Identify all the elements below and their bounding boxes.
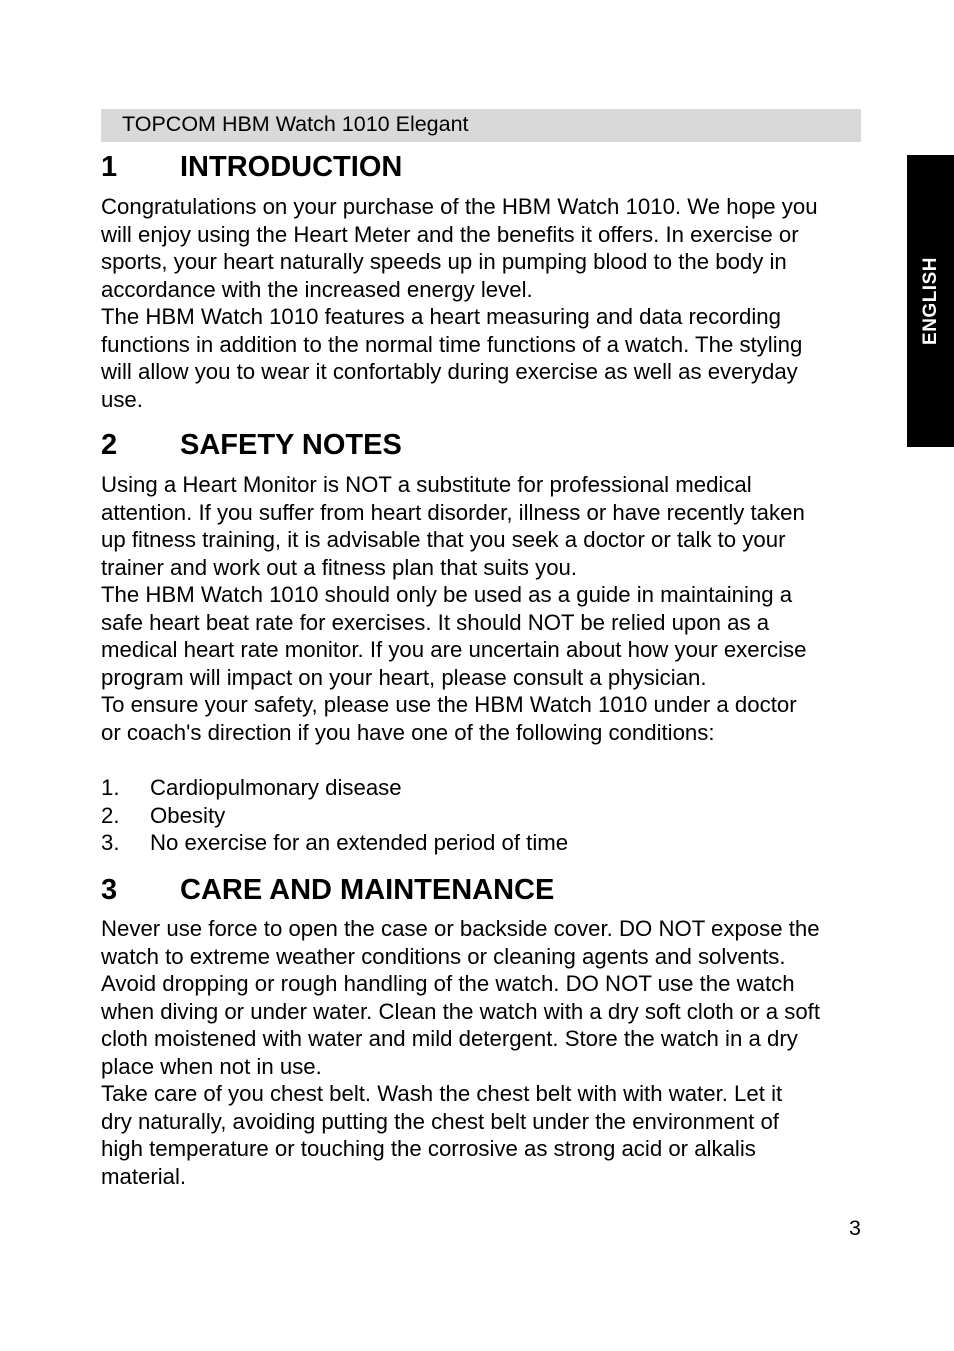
section-title: INTRODUCTION <box>180 151 403 183</box>
safety-notes-text <box>101 471 806 746</box>
introduction-text <box>101 193 818 413</box>
text-line: material. <box>101 1163 187 1189</box>
list-item <box>101 774 568 802</box>
list-number: 2. <box>101 802 120 828</box>
text-line: Never use force to open the case or backside cover. DO NOT expose the <box>101 916 820 941</box>
text-line: medical heart rate monitor. If you are uncertain about how your exercise <box>101 637 807 662</box>
text-line: To ensure your safety, please use the HBM Watch 1010 under a doctor <box>101 692 797 717</box>
text-line: attention. If you suffer from heart disorder, illness or have recently taken <box>101 499 805 525</box>
document-title: TOPCOM HBM Watch 1010 Elegant <box>122 112 469 136</box>
text-line: trainer and work out a fitness plan that suits you. <box>101 554 578 580</box>
list-item <box>101 829 568 857</box>
text-line: will allow you to wear it confortably during exercise as well as everyday <box>101 359 798 384</box>
section-number: 2 <box>101 429 118 461</box>
text-line: program will impact on your heart, please consult a physician. <box>101 664 707 690</box>
conditions-list <box>101 774 568 857</box>
text-line: watch to extreme weather conditions or cleaning agents and solvents. <box>101 943 786 969</box>
text-line: high temperature or touching the corrosive as strong acid or alkalis <box>101 1136 756 1161</box>
header-bar <box>101 109 861 142</box>
text-line: safe heart beat rate for exercises. It should NOT be relied upon as a <box>101 609 770 635</box>
text-line: cloth moistened with water and mild detergent. Store the watch in a dry <box>101 1026 798 1051</box>
text-line: will enjoy using the Heart Meter and the benefits it offers. In exercise or <box>101 221 799 247</box>
text-line: Congratulations on your purchase of the HBM Watch 1010. We hope you <box>101 194 818 219</box>
language-tab-label: ENGLISH <box>919 257 941 345</box>
text-line: accordance with the increased energy level. <box>101 276 533 302</box>
text-line: up fitness training, it is advisable that you seek a doctor or talk to your <box>101 527 786 552</box>
page-number: 3 <box>849 1216 861 1240</box>
text-line: functions in addition to the normal time functions of a watch. The styling <box>101 331 803 357</box>
list-text: Cardiopulmonary disease <box>150 775 402 800</box>
language-tab <box>907 155 954 447</box>
section-heading-care-and-maintenance <box>101 873 554 907</box>
section-number: 3 <box>101 874 118 906</box>
list-item <box>101 802 568 830</box>
care-and-maintenance-text <box>101 915 820 1190</box>
text-line: place when not in use. <box>101 1053 322 1079</box>
list-number: 3. <box>101 830 120 855</box>
section-title: CARE AND MAINTENANCE <box>180 874 555 906</box>
section-number: 1 <box>101 151 118 183</box>
text-line: The HBM Watch 1010 features a heart measuring and data recording <box>101 304 781 329</box>
text-line: Avoid dropping or rough handling of the watch. DO NOT use the watch <box>101 971 795 996</box>
list-text: Obesity <box>150 802 226 828</box>
section-heading-introduction <box>101 150 402 184</box>
text-line: when diving or under water. Clean the watch with a dry soft cloth or a soft <box>101 998 821 1024</box>
text-line: sports, your heart naturally speeds up in pumping blood to the body in <box>101 249 787 274</box>
section-heading-safety-notes <box>101 428 402 462</box>
text-line: use. <box>101 386 143 412</box>
text-line: Take care of you chest belt. Wash the chest belt with with water. Let it <box>101 1081 783 1106</box>
list-number: 1. <box>101 775 120 800</box>
text-line: or coach's direction if you have one of the following conditions: <box>101 719 715 745</box>
text-line: Using a Heart Monitor is NOT a substitute for professional medical <box>101 472 752 497</box>
list-text: No exercise for an extended period of time <box>150 830 569 855</box>
section-title: SAFETY NOTES <box>180 429 402 461</box>
text-line: The HBM Watch 1010 should only be used as a guide in maintaining a <box>101 582 793 607</box>
text-line: dry naturally, avoiding putting the chest belt under the environment of <box>101 1108 779 1134</box>
